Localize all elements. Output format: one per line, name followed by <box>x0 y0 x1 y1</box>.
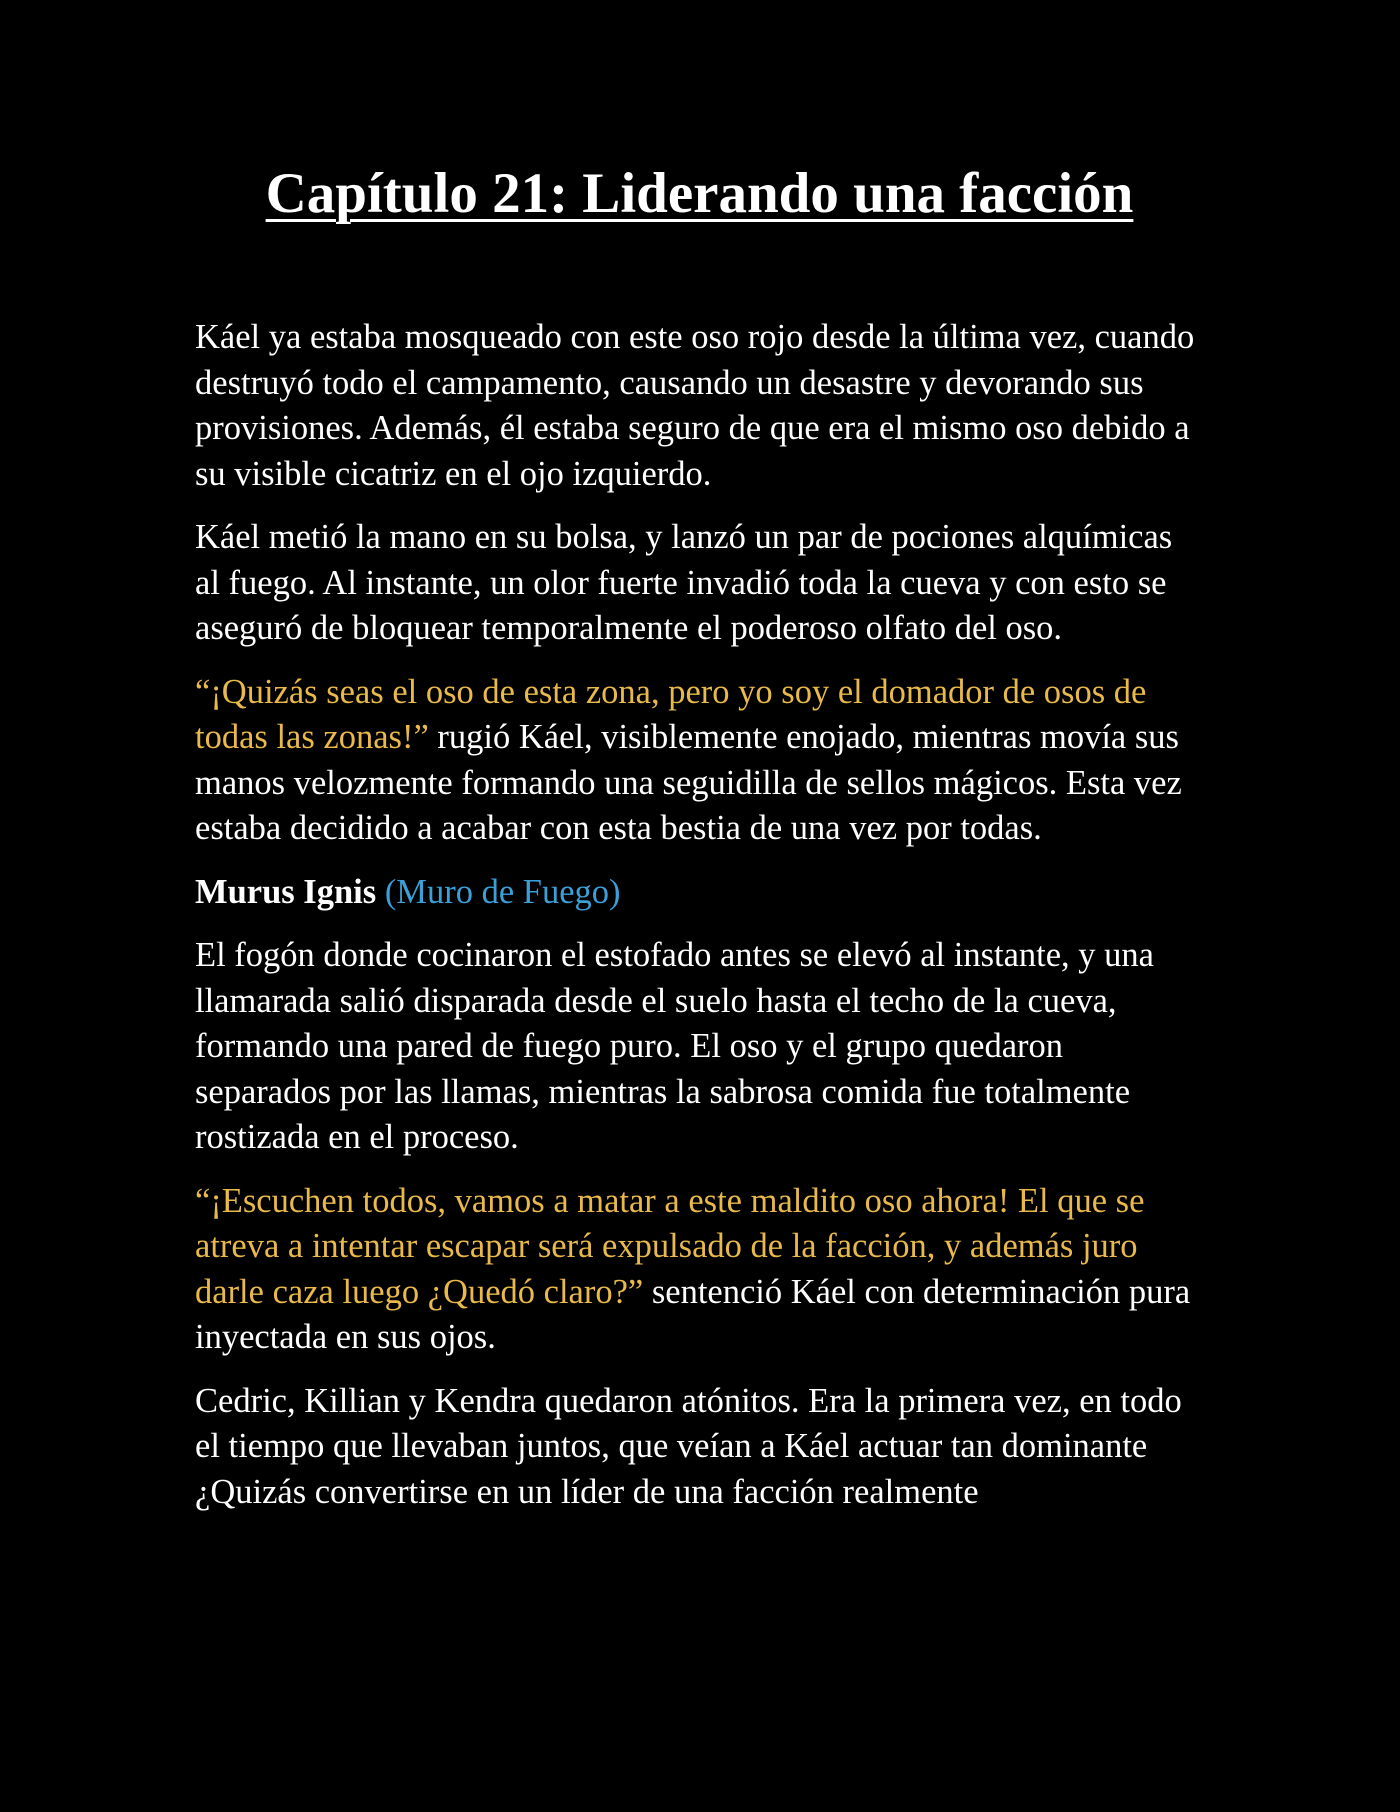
narration-text: sentenció Káel con determinación pura inyectada en sus ojos. <box>195 1272 1191 1356</box>
dialogue-quote: “¡Escuchen todos, vamos a matar a este maldito oso ahora! El que se atreva a intentar escapar será expulsado de la facción, y además juro darle caza luego ¿Quedó claro?” <box>195 1181 1145 1311</box>
paragraph-7: Cedric, Killian y Kendra quedaron atónitos. Era la primera vez, en todo el tiempo que llevaban juntos, que veían a Káel actuar tan dominante ¿Quizás convertirse en un líder de una facción realmente <box>195 1381 1182 1511</box>
paragraph-5: El fogón donde cocinaron el estofado antes se elevó al instante, y una llamarada salió disparada desde el suelo hasta el techo de la cueva, formando una pared de fuego puro. El oso y el grupo quedaron separados por las llamas, mientras la sabrosa comida fue totalmente rostizada en el proceso. <box>195 936 1154 1156</box>
paragraph-1: Káel ya estaba mosqueado con este oso rojo desde la última vez, cuando destruyó todo el campamento, causando un desastre y devorando sus provisiones. Además, él estaba seguro de que era el mismo oso debido a su visible cicatriz en el ojo izquierdo. <box>195 318 1195 493</box>
dialogue-quote: “¡Quizás seas el oso de esta zona, pero yo soy el domador de osos de todas las zonas!” <box>195 672 1147 756</box>
paragraph-3 <box>195 670 1205 852</box>
chapter-body <box>195 315 1205 1515</box>
spell-line <box>195 870 1205 916</box>
chapter-title <box>195 160 1204 228</box>
spell-name: Murus Ignis <box>195 872 377 911</box>
spell-translation: (Muro de Fuego) <box>384 872 621 911</box>
paragraph-6 <box>195 1179 1205 1361</box>
narration-text: rugió Káel, visiblemente enojado, mientras movía sus manos velozmente formando una seguidilla de sellos mágicos. Esta vez estaba decidido a acabar con esta bestia de una vez por todas. <box>195 718 1182 847</box>
chapter-title-text: Capítulo 21: Liderando una facción <box>265 162 1134 225</box>
paragraph-2: Káel metió la mano en su bolsa, y lanzó un par de pociones alquímicas al fuego. Al instante, un olor fuerte invadió toda la cueva y con esto se aseguró de bloquear temporalmente el poderoso olfato del oso. <box>195 518 1173 647</box>
